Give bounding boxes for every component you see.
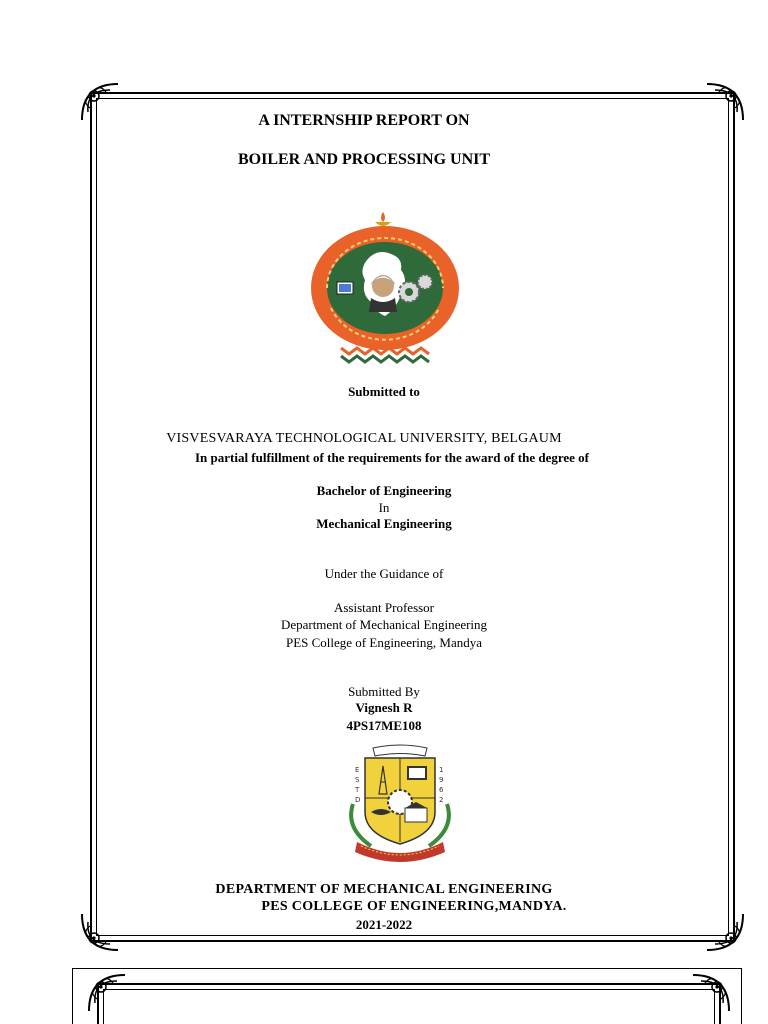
svg-text:6: 6 bbox=[439, 786, 444, 794]
partial-fulfillment-text: In partial fulfillment of the requirements for the award of the degree of bbox=[194, 450, 590, 465]
pes-logo-year-text: 1 bbox=[439, 766, 444, 774]
guide-college: PES College of Engineering, Mandya bbox=[285, 635, 483, 650]
guide-department: Department of Mechanical Engineering bbox=[280, 617, 488, 632]
submitted-by-label: Submitted By bbox=[348, 684, 420, 699]
report-title-line2: BOILER AND PROCESSING UNIT bbox=[237, 151, 491, 168]
footer-year: 2021-2022 bbox=[355, 917, 413, 932]
university-name: VISVESVARAYA TECHNOLOGICAL UNIVERSITY, BELGAUM bbox=[166, 431, 562, 446]
footer-college: PES COLLEGE OF ENGINEERING,MANDYA. bbox=[261, 899, 567, 914]
svg-text:T: T bbox=[355, 786, 360, 794]
guide-designation: Assistant Professor bbox=[333, 600, 435, 615]
corner-ornament-icon bbox=[87, 973, 127, 1013]
footer-department: DEPARTMENT OF MECHANICAL ENGINEERING bbox=[215, 882, 553, 897]
pes-college-logo-icon bbox=[335, 742, 465, 867]
svg-text:D: D bbox=[355, 796, 361, 804]
next-border-inner-line bbox=[103, 989, 715, 1024]
student-name: Vignesh R bbox=[355, 700, 413, 715]
student-usn: 4PS17ME108 bbox=[346, 718, 422, 733]
corner-ornament-icon bbox=[691, 973, 731, 1013]
svg-text:9: 9 bbox=[439, 776, 444, 784]
submitted-to-label: Submitted to bbox=[348, 384, 420, 399]
guidance-label: Under the Guidance of bbox=[324, 566, 444, 581]
vtu-logo-icon bbox=[305, 208, 465, 368]
branch-name: Mechanical Engineering bbox=[316, 516, 452, 531]
svg-text:S: S bbox=[355, 776, 360, 784]
svg-text:2: 2 bbox=[439, 796, 444, 804]
next-page-edge bbox=[72, 968, 742, 1024]
degree-name: Bachelor of Engineering bbox=[316, 483, 452, 498]
next-page-ornamental-border bbox=[89, 975, 729, 1024]
report-title-line1: A INTERNSHIP REPORT ON bbox=[258, 112, 470, 129]
pes-logo-estd-text: E bbox=[355, 766, 360, 774]
in-word: In bbox=[378, 500, 390, 515]
